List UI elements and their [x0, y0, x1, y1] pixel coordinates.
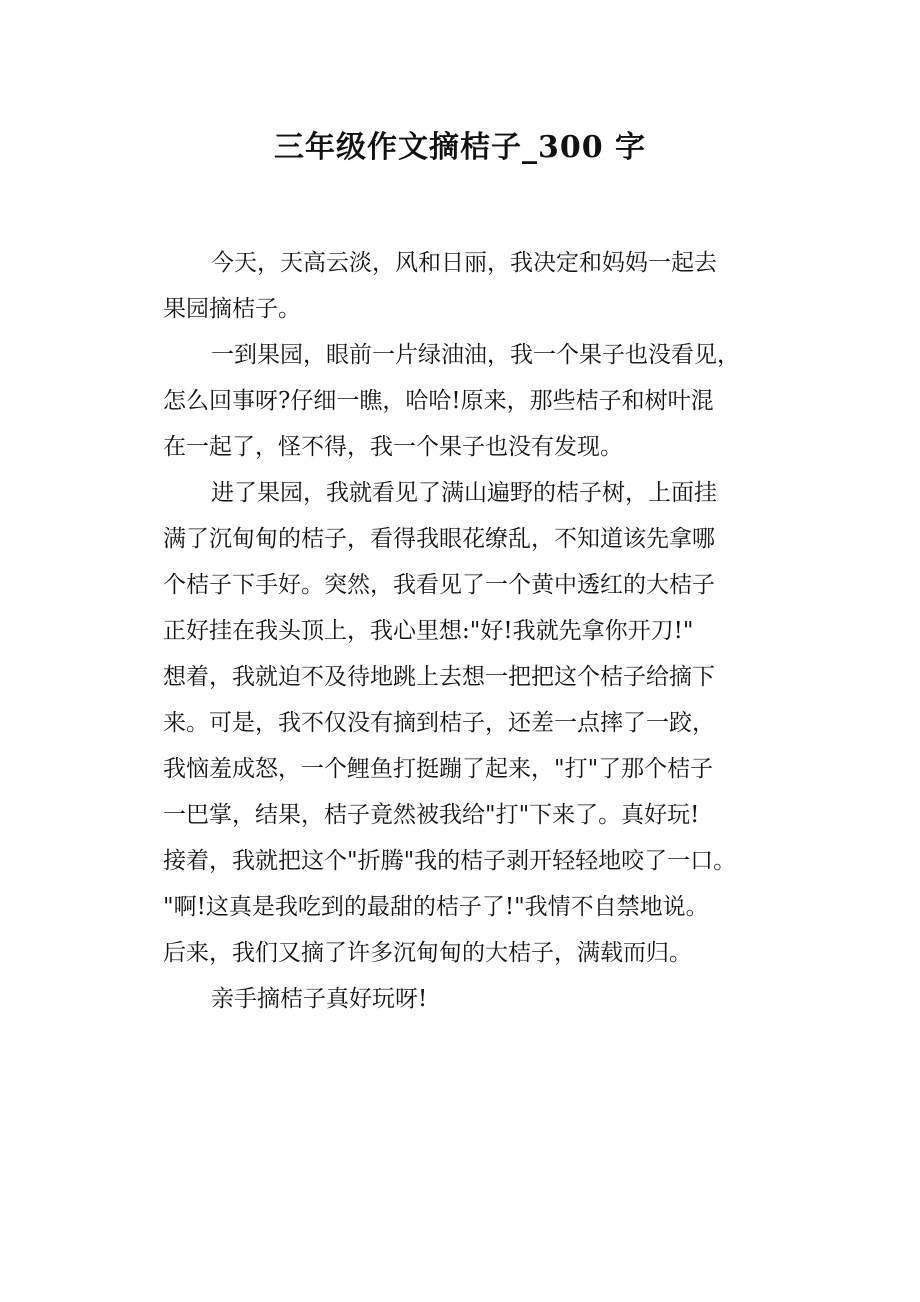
paragraph-line: 进了果园，我就看见了满山遍野的桔子树，上面挂 [211, 480, 717, 506]
paragraph-line: 正好挂在我头顶上，我心里想:"好!我就先拿你开刀!" [163, 618, 694, 644]
paragraph-line: 想着，我就迫不及待地跳上去想一把把这个桔子给摘下 [163, 664, 715, 690]
paragraph-line: 接着，我就把这个"折腾"我的桔子剥开轻轻地咬了一口。 [163, 848, 737, 874]
paragraph-line: 来。可是，我不仅没有摘到桔子，还差一点摔了一跤， [163, 710, 715, 736]
paragraph-1 [163, 240, 763, 332]
paragraph-3 [163, 470, 763, 976]
paragraph-line: 后来，我们又摘了许多沉甸甸的大桔子，满载而归。 [163, 940, 692, 966]
paragraph-line: 亲手摘桔子真好玩呀! [211, 986, 428, 1012]
paragraph-line: 在一起了，怪不得，我一个果子也没有发现。 [163, 434, 623, 460]
document-title: 三年级作文摘桔子_300 字 [273, 130, 647, 165]
paragraph-line: 满了沉甸甸的桔子，看得我眼花缭乱，不知道该先拿哪 [163, 526, 715, 552]
paragraph-line: 果园摘桔子。 [163, 296, 301, 322]
paragraph-line: 怎么回事呀?仔细一瞧，哈哈!原来，那些桔子和树叶混 [163, 388, 714, 414]
document-body [163, 240, 763, 1022]
paragraph-4 [163, 976, 763, 1022]
paragraph-line: 一巴掌，结果，桔子竟然被我给"打"下来了。真好玩! [163, 802, 700, 828]
paragraph-line: 一到果园，眼前一片绿油油，我一个果子也没看见， [211, 342, 740, 368]
paragraph-line: "啊!这真是我吃到的最甜的桔子了!"我情不自禁地说。 [163, 894, 709, 920]
paragraph-line: 个桔子下手好。突然，我看见了一个黄中透红的大桔子 [163, 572, 715, 598]
paragraph-line: 我恼羞成怒，一个鲤鱼打挺蹦了起来，"打"了那个桔子 [163, 756, 714, 782]
paragraph-line: 今天，天高云淡，风和日丽，我决定和妈妈一起去 [211, 250, 717, 276]
paragraph-2 [163, 332, 763, 470]
